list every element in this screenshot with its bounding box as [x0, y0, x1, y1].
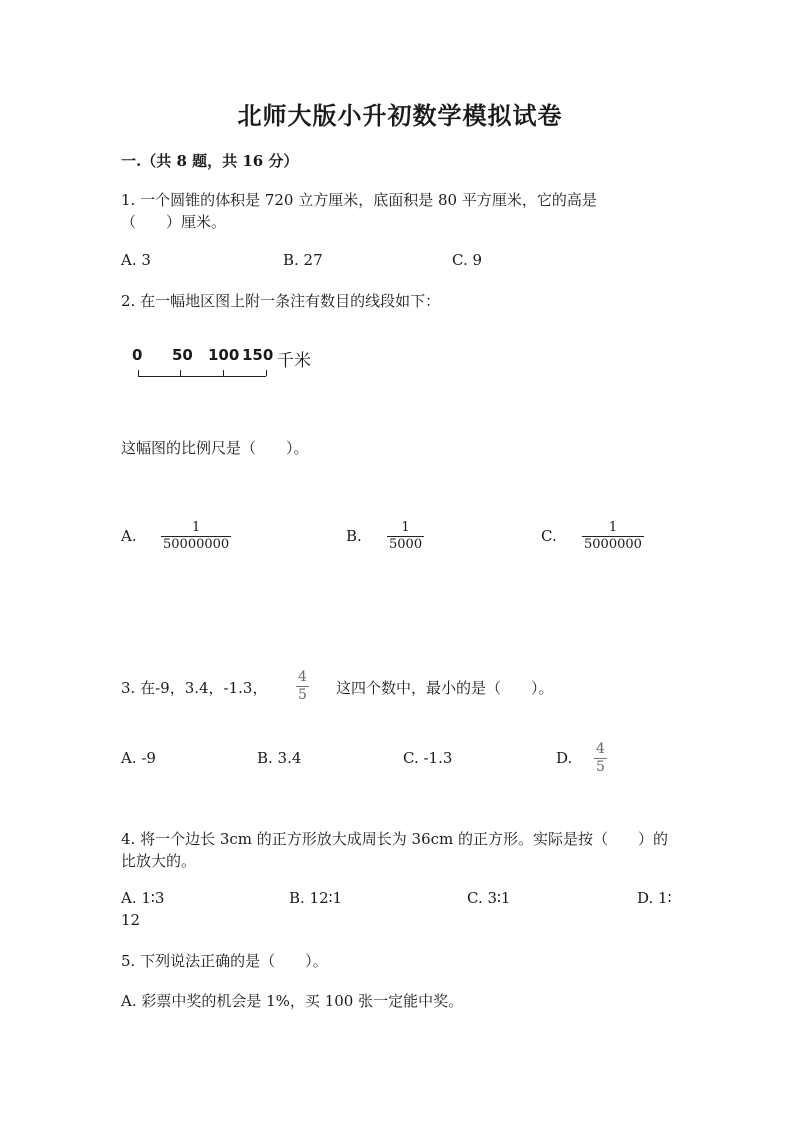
q3-option-c: C. -1.3 [403, 749, 453, 767]
scale-label-50: 50 [172, 346, 193, 364]
q1-stem-line2: （ ）厘米。 [121, 213, 227, 231]
fraction-denominator: 5 [596, 759, 605, 775]
section-heading: 一.（共 8 题，共 16 分） [121, 152, 299, 170]
scale-tick [223, 370, 224, 376]
fraction-denominator: 50000000 [163, 537, 230, 552]
scale-tick [138, 370, 139, 376]
scale-label-100: 100 [208, 346, 240, 364]
fraction-numerator: 1 [608, 520, 618, 535]
fraction-denominator: 5000000 [584, 537, 642, 552]
scale-bar-figure [128, 346, 328, 386]
q5-option-a: A. 彩票中奖的机会是 1%，买 100 张一定能中奖。 [121, 992, 464, 1010]
q4-option-a: A. 1∶3 [121, 889, 165, 907]
q2-option-c-letter: C. [541, 527, 557, 545]
q4-stem-line2: 比放大的。 [121, 852, 197, 870]
q1-option-a: A. 3 [121, 251, 151, 269]
scale-unit: 千米 [277, 351, 311, 371]
q3-option-d-fraction [594, 741, 607, 776]
fraction-numerator: 4 [298, 669, 307, 685]
q2-option-a-letter: A. [121, 527, 137, 545]
q2-prompt: 这幅图的比例尺是（ ）。 [121, 439, 309, 457]
q1-option-b: B. 27 [283, 251, 323, 269]
fraction-numerator: 1 [191, 520, 201, 535]
q2-option-c-fraction [582, 520, 644, 553]
scale-label-150: 150 [242, 346, 274, 364]
q2-option-a-fraction [161, 520, 231, 553]
q3-stem-end: 这四个数中，最小的是（ ）。 [336, 679, 554, 697]
q4-stem-line1: 4. 将一个边长 3cm 的正方形放大成周长为 36cm 的正方形。实际是按（ ）的 [121, 830, 669, 848]
q2-option-b-letter: B. [346, 527, 362, 545]
fraction-denominator: 5 [298, 687, 307, 703]
q4-option-d-continued: 12 [121, 911, 141, 929]
fraction-numerator: 4 [596, 741, 605, 757]
q4-option-c: C. 3∶1 [467, 889, 511, 907]
scale-tick [180, 370, 181, 376]
q3-stem-start: 3. 在-9，3.4，-1.3， [121, 679, 268, 697]
q3-stem-fraction [296, 669, 309, 704]
q4-option-d: D. 1∶ [637, 889, 672, 907]
q2-stem: 2. 在一幅地区图上附一条注有数目的线段如下： [121, 292, 441, 310]
q4-option-b: B. 12∶1 [289, 889, 343, 907]
q2-option-b-fraction [387, 520, 424, 553]
scale-line [138, 376, 266, 377]
q3-option-d-letter: D. [556, 749, 573, 767]
q1-option-c: C. 9 [452, 251, 483, 269]
q3-option-a: A. -9 [121, 749, 156, 767]
page-title: 北师大版小升初数学模拟试卷 [237, 101, 563, 130]
q5-stem: 5. 下列说法正确的是（ ）。 [121, 952, 328, 970]
fraction-denominator: 5000 [389, 537, 423, 552]
q3-option-b: B. 3.4 [257, 749, 302, 767]
fraction-numerator: 1 [401, 520, 410, 535]
q1-stem-line1: 1. 一个圆锥的体积是 720 立方厘米，底面积是 80 平方厘米，它的高是 [121, 191, 597, 209]
scale-tick [266, 370, 267, 376]
scale-label-0: 0 [132, 346, 143, 364]
